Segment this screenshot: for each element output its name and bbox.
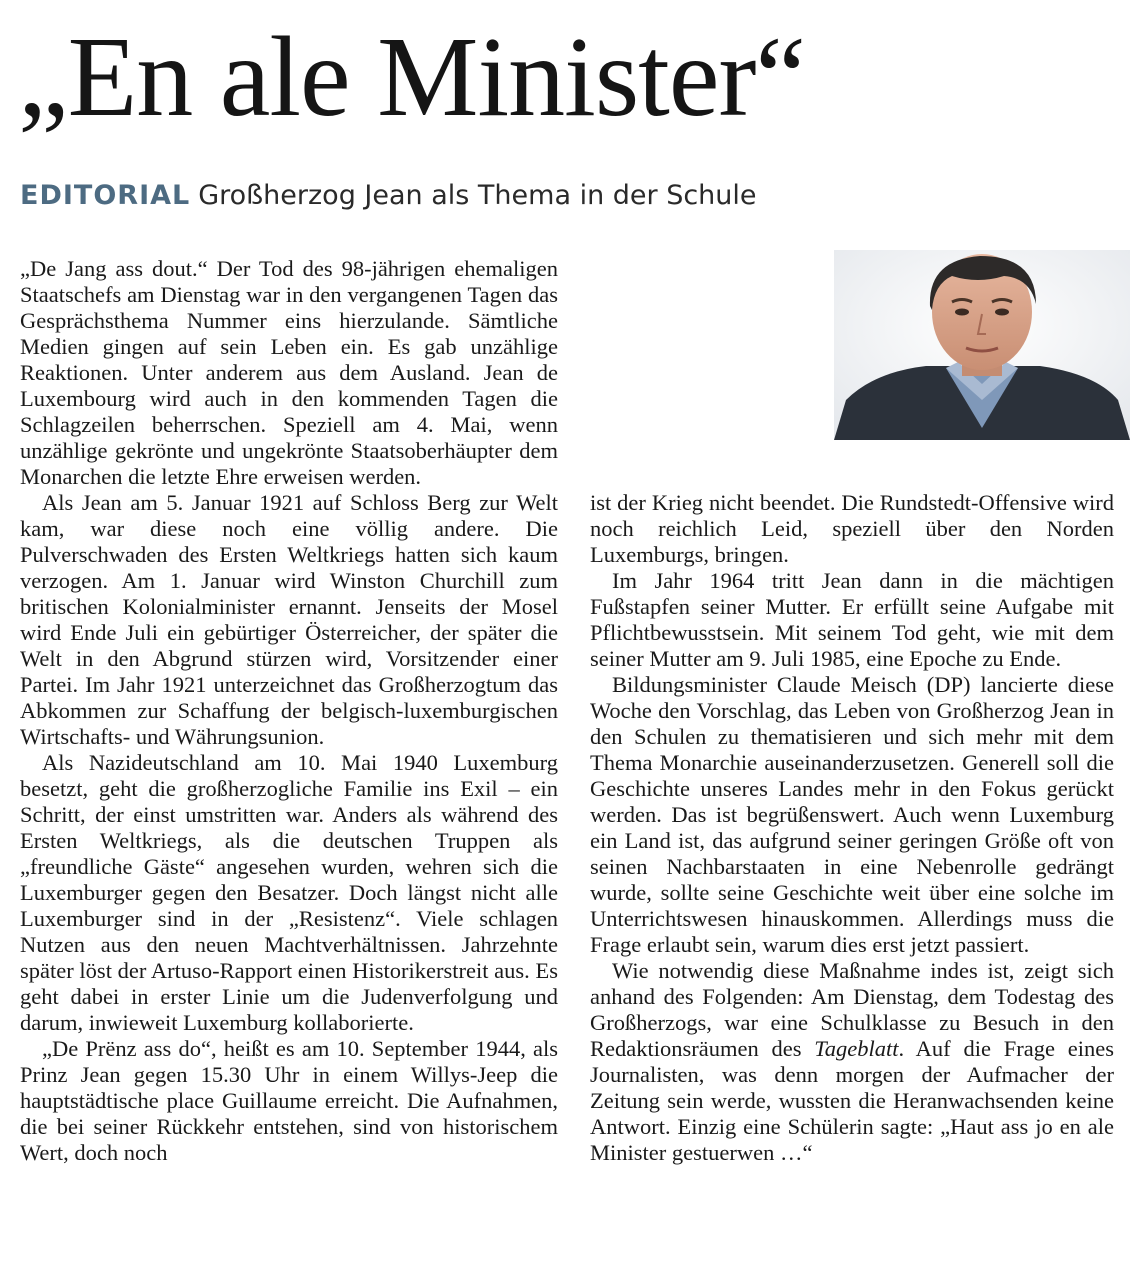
author-portrait-icon (834, 250, 1130, 440)
closing-lead: Wie notwendig diese Maßnahme indes ist, zeigt sich anhand des Folgenden: Am Dienstag, dem Todestag des Großherzogs, war eine Schulklasse zu Besuch in den Redaktionsräumen des (590, 958, 1114, 1061)
author-photo (834, 250, 1130, 440)
article-column-right (590, 490, 1114, 1166)
article-paragraph: „De Prënz ass do“, heißt es am 10. September 1944, als Prinz Jean gegen 15.30 Uhr in einem Willys-Jeep die hauptstädtische place Guillaume erreicht. Die Aufnahmen, die bei seiner Rückkehr entstehen, sind von historischem Wert, doch noch (20, 1036, 558, 1165)
article-paragraph: Im Jahr 1964 tritt Jean dann in die mächtigen Fußstapfen seiner Mutter. Er erfüllt seine Aufgabe mit Pflichtbewusstsein. Mit seinem Tod geht, wie mit dem seiner Mutter am 9. Juli 1985, eine Epoche zu Ende. (590, 568, 1114, 671)
article-paragraph: Bildungsminister Claude Meisch (DP) lancierte diese Woche den Vorschlag, das Leben von Großherzog Jean in den Schulen zu thematisieren und sich mehr mit dem Thema Monarchie auseinanderzusetzen. Generell soll die Geschichte unseres Landes mehr in den Fokus gerückt werden. Das ist begrüßenswert. Auch wenn Luxemburg ein Land ist, das aufgrund seiner geringen Größe oft von seinen Nachbarstaaten in eine Nebenrolle gedrängt wurde, sollte seine Geschichte weit über eine solche im Unterrichtswesen hinauskommen. Allerdings muss die Frage erlaubt sein, warum dies erst jetzt passiert. (590, 672, 1114, 957)
newspaper-name: Tageblatt (814, 1036, 899, 1061)
headline: „En ale Minister“ (18, 13, 806, 140)
subhead-text: Großherzog Jean als Thema in der Schule (198, 180, 757, 211)
closing-rest: . Auf die Frage eines Journalisten, was denn morgen der Aufmacher der Zeitung sein werde, wussten die Heranwachsenden keine Antwort. Einzig eine Schülerin sagte: „Haut ass jo en ale Minister gestuerwen …“ (590, 1036, 1114, 1165)
article-paragraph: Als Nazideutschland am 10. Mai 1940 Luxemburg besetzt, geht die großherzogliche Familie ins Exil – ein Schritt, der einst umstritten war. Anders als während des Ersten Weltkriegs, als die deutschen Truppen als „freundliche Gäste“ angesehen wurden, wehren sich die Luxemburger gegen den Besatzer. Doch längst nicht alle Luxemburger sind in der „Resistenz“. Viele schlagen Nutzen aus den neuen Machtverhältnissen. Jahrzehnte später löst der Artuso-Rapport einen Historikerstreit aus. Es geht dabei in erster Linie um die Judenverfolgung und darum, inwieweit Luxemburg kollaborierte. (20, 750, 558, 1035)
article-column-left (20, 256, 558, 1166)
article-paragraph: ist der Krieg nicht beendet. Die Rundstedt-Offensive wird noch reichlich Leid, speziell über den Norden Luxemburgs, bringen. (590, 490, 1114, 567)
subhead (20, 176, 1130, 216)
article-paragraph: Als Jean am 5. Januar 1921 auf Schloss Berg zur Welt kam, war diese noch eine völlig andere. Die Pulverschwaden des Ersten Weltkriegs hatten sich kaum verzogen. Am 1. Januar wird Winston Churchill zum britischen Kolonialminister ernannt. Jenseits der Mosel wird Ende Juli ein gebürtiger Österreicher, der später die Welt in den Abgrund stürzen wird, Vorsitzender einer Partei. Im Jahr 1921 unterzeichnet das Großherzogtum das Abkommen zur Schaffung der belgisch-luxemburgischen Wirtschafts- und Währungsunion. (20, 490, 558, 749)
article-paragraph: „De Jang ass dout.“ Der Tod des 98-jährigen ehemaligen Staatschefs am Dienstag war in den vergangenen Tagen das Gesprächsthema Nummer eins hierzulande. Sämtliche Medien gingen auf sein Leben ein. Es gab unzählige Reaktionen. Unter anderem aus dem Ausland. Jean de Luxembourg wird auch in den kommenden Tagen die Schlagzeilen beherrschen. Speziell am 4. Mai, wenn unzählige gekrönte und ungekrönte Staatsoberhäupter dem Monarchen die letzte Ehre erweisen werden. (20, 256, 558, 489)
section-kicker: EDITORIAL (20, 180, 191, 211)
article-paragraph-closing (590, 958, 1114, 1166)
